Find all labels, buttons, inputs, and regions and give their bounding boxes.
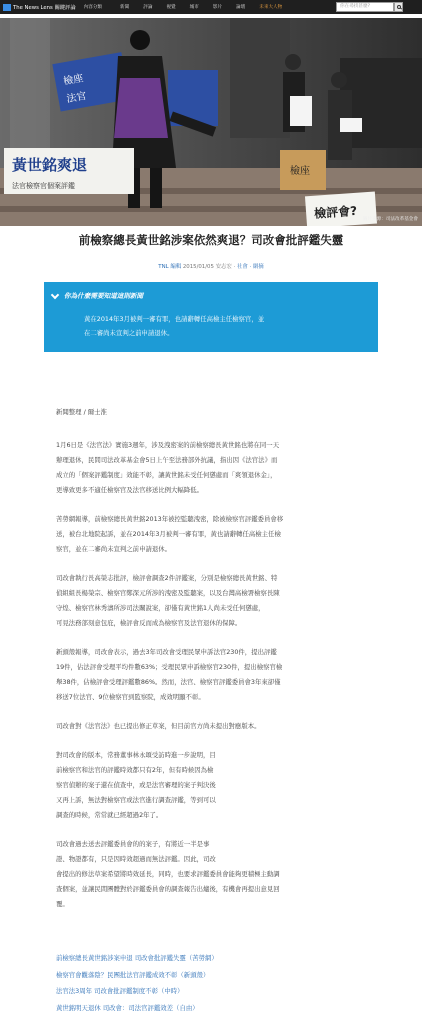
article-body bbox=[56, 407, 374, 926]
related-link[interactable]: 前檢察總長黃世銘涉案申退 司改會批評鑑失靈（苦勞網） bbox=[56, 954, 218, 962]
banner-text-main: 黃世銘爽退 bbox=[12, 156, 88, 174]
banner-text-sub: 法官檢察官個案評鑑 bbox=[12, 182, 75, 190]
byline-source[interactable]: TNL 編輯 bbox=[158, 264, 182, 270]
why-it-matters-box bbox=[44, 282, 378, 352]
search-button[interactable] bbox=[394, 2, 403, 12]
callout-line: 黃在2014年3月被判一審有罪，也請辭轉任高檢主任檢察官，並 bbox=[84, 315, 265, 323]
callout-body bbox=[84, 312, 368, 340]
nav-item-forum[interactable]: 論壇 bbox=[236, 5, 246, 10]
related-link[interactable]: 黃世銘明天退休 司改會：司法官評鑑效差（自由） bbox=[56, 1003, 199, 1012]
byline-category[interactable]: 社會 · 網摘 bbox=[236, 264, 264, 270]
article-paragraph: 司改會過去送去評鑑委員會的的案子，有將近一半是事 證、物證都有，只是因時效超過而無法評鑑。因此，司改 會提出的修法草案希望將時效延長，同時，也要求評鑑委員會能夠更積極主動調 查個案，並讓民間團體對於評鑑委員會的調查報告出爐後，有機會再提出意見回 覆。 bbox=[56, 840, 280, 908]
site-logo[interactable] bbox=[3, 3, 76, 11]
article-paragraph: 對司改會的版本，常務董事林永頌受訪時進一步說明，目 前檢察官和法官的評鑑時效都只有2年，但有時候因為檢 察官偵辦的案子還在偵查中，或是法官審理的案子判決後 又再上訴，無法對檢察官或法官進行調查評鑑，等到可以 調查的時候，常常就已經超過2年了。 bbox=[56, 751, 216, 819]
related-link[interactable]: 檢察官會觀落陰？民團批法官評鑑成效不彰（新頭殼） bbox=[56, 970, 210, 979]
callout-line: 在二審尚未宣判之前申請退休。 bbox=[84, 329, 174, 337]
callout-title bbox=[52, 290, 143, 300]
placard-text-left-bottom: 法官 bbox=[65, 90, 88, 106]
top-navigation-bar bbox=[0, 0, 422, 14]
article-paragraph: 司改會對《法官法》也已提出修正草案，但目前官方尚未提出對應版本。 bbox=[56, 722, 261, 730]
box-text: 檢座 bbox=[290, 166, 310, 177]
callout-title-text: 你為什麼需要知道這則新聞 bbox=[64, 292, 144, 300]
article-title: 前檢察總長黃世銘涉案依然爽退？司改會批評鑑失靈 bbox=[78, 233, 344, 247]
article-paragraph: 1月6日是《法官法》實施3週年，涉及洩密案的前檢察總長黃世銘也將在同一天 辦理退休，民間司法改革基金會5日上午至法務部外抗議，指出因《法官法》而 成立的「個案評鑑制度」效能不彰，讓黃世銘未受任何懲處而「爽領退休金」， 更導致更多不適任檢察官及法官移送比例大幅降低。 bbox=[56, 441, 280, 494]
article-byline: TNL 編輯 2015/01/05 安志宏 · 社會 · 網摘 bbox=[158, 264, 264, 270]
search-input[interactable]: 你在尋找甚麼? bbox=[336, 2, 394, 12]
main-nav bbox=[84, 4, 297, 10]
byline-date: 2015/01/05 bbox=[182, 264, 214, 270]
photo-credit: 圖片來源：司法改革基金會 bbox=[362, 217, 418, 222]
nav-item-future-leaders[interactable]: 未來大人物 bbox=[259, 5, 283, 10]
article-author-line: 新聞整理 / 爾士淮 bbox=[56, 408, 107, 416]
related-links bbox=[56, 950, 386, 1016]
nav-item-visual[interactable]: 視覺 bbox=[166, 5, 176, 10]
search-icon bbox=[397, 5, 401, 9]
nav-item-city[interactable]: 城市 bbox=[189, 5, 199, 10]
article-paragraph: 新頭殼報導，司改會表示，過去3年司改會受理民眾申訴法官230件，提出評鑑 19件，佔法評會受理平均件數63%；受理民眾申訴檢察官230件，提出檢察官檢 舉38件，佔檢評會受理評鑑數86%。然而，法官、檢察官評鑑委員會3年來卻僅 移送7位法官、9位檢察官到監察院，成效明顯不彰。 bbox=[56, 648, 283, 701]
nav-item-news[interactable]: 新聞 bbox=[120, 5, 130, 10]
related-link[interactable]: 法官法3周年 司改會批評鑑制度不彰（中時） bbox=[56, 987, 184, 995]
chevron-down-icon bbox=[51, 291, 59, 299]
article-paragraph: 司改會執行長高榮志批評，檢評會調查2件評鑑案，分別是檢察總長黃世銘、特 偵組組長楊榮宗、檢察官鄭深元所涉的洩密及監聽案，以及台灣高檢署檢察長陳 守煌、檢察官林秀濤所涉司法關說案，卻僅有黃世銘1人尚未受任何懲處， 可見法務部刻意包庇，檢評會反而成為檢察官及法官退休的保障。 bbox=[56, 574, 280, 627]
protest-photo-illustration bbox=[0, 18, 422, 226]
nav-item-categories[interactable]: 內容分類 bbox=[83, 5, 103, 10]
nav-item-video[interactable]: 影片 bbox=[212, 5, 223, 10]
cardboard-box bbox=[280, 150, 326, 190]
nav-item-opinion[interactable]: 評論 bbox=[143, 5, 153, 10]
placard-text-right: 檢評會? bbox=[313, 203, 358, 221]
logo-text: The News Lens 關鍵評論 bbox=[13, 5, 76, 11]
article-paragraph: 苦勞網報導，前檢察總長黃世銘2013年被控監聽洩密，除被檢察官評鑑委員會移 送，被台北地院起訴，並在2014年3月被判一審有罪，黃也請辭轉任高檢主任檢 察官，並在二審尚未宣判之前申請退休。 bbox=[56, 515, 284, 553]
banner-left bbox=[4, 148, 134, 194]
placard-text-left-top: 檢座 bbox=[62, 73, 85, 88]
logo-icon bbox=[3, 4, 11, 11]
hero-photo bbox=[0, 18, 422, 226]
byline-author[interactable]: 安志宏 bbox=[215, 264, 232, 270]
